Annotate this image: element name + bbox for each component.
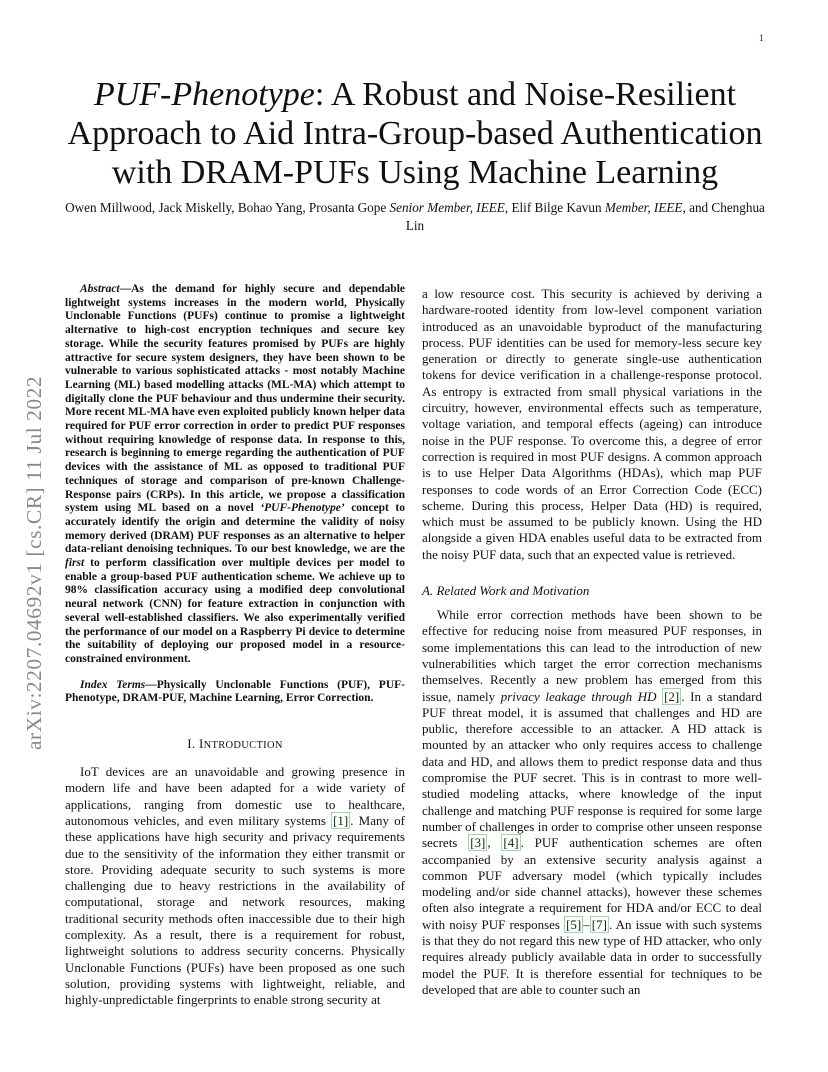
citation-dash: – (583, 916, 590, 932)
citation-separator: , (487, 835, 502, 851)
section-first-letter: I (198, 736, 204, 752)
section-number: I. (187, 736, 199, 752)
subsection-heading: A. Related Work and Motivation (422, 583, 590, 599)
citation-link[interactable]: [7] (591, 916, 607, 932)
abstract-text-3: to perform classification over multiple devices per model to enable a group-based PUF authentication scheme. We achieve up to 98% classification accuracy using a modified deep convolutional neural network (CNN) for feature extraction in conjunction with several well-established classifiers. We also experimentally verified the performance of our model on a Raspberry Pi device to determine the suitability of deploying our proposed model in a resource-constrained environment. (65, 557, 405, 665)
abstract-first: first (65, 557, 85, 570)
continued-paragraph: a low resource cost. This security is achieved by deriving a hardware-rooted identity from low-level component variation introduced as an unavoidable byproduct of the manufacturing process. PUF identities can be used for memory-less secure key generation or directly to generate single-use authentication tokens for device verification in a challenge-response protocol. As entropy is extracted from small physical variations in the circuitry, however, environmental effects such as temperature, voltage variation, and temporal effects (ageing) can introduce noise in the PUF response. To overcome this, a degree of error correction is required in most PUF designs. A common approach is to use Helper Data Algorithms (HDAs), which map PUF responses to code words of an Error Correction Code (ECC) scheme. During this process, Helper Data (HD) is required, which must be assumed to be publicly known. Using the HD alongside a given HDA enables useful data to be extracted from the noisy PUF data, such that an expected value is retrieved. (422, 286, 762, 562)
author-role-2: Member, IEEE (604, 200, 683, 215)
section-title-caps: NTRODUCTION (203, 740, 283, 752)
abstract-text-2: concept to accurately identify the origin and determine the validity of noisy memory derived (DRAM) PUF responses as an alternative to helper data-reliant denoising techniques. To our best knowledge, we are the (65, 502, 406, 556)
related-text-e: . An issue with such systems is that they do not regard this new type of HD attacker, who only requires already publicly available data in order to successfully model the PUF. It is therefore essential for techniques to be developed that are able to counter such an (422, 916, 762, 997)
page-number: 1 (759, 33, 764, 43)
related-text-a: While error correction methods have been shown to be effective for reducing noise from measured PUF responses, in some implementations this can lead to the introduction of new vulnerabilities which target the error correction mechanisms themselves. Recently a new problem has emerged from this issue, namely (422, 607, 762, 704)
title-line1: : A Robust and Noise-Resilient (314, 76, 737, 113)
related-text-d: . PUF authentication schemes are often accompanied by an extensive security analysis against a common PUF adversary model (which typically includes modeling and/or side channel attacks), however these schemes often also integrate a requirement for HDA and/or ECC to deal with noisy PUF responses (422, 835, 763, 932)
introduction-paragraph (65, 764, 405, 1008)
abstract-label: Abstract (80, 283, 120, 295)
citation-link[interactable]: [5] (566, 916, 582, 932)
citation-link[interactable]: [2] (664, 688, 680, 704)
abstract (65, 283, 405, 667)
related-work-paragraph (422, 607, 762, 998)
author-names-2: , Elif Bilge Kavun (504, 200, 605, 215)
right-column (422, 286, 762, 998)
intro-text-b: . Many of these applications have high security and privacy requirements due to the sensitivity of the information they either transmit or store. Providing adequate security to such systems is more challenging due to heavy restrictions in the availability of computational, storage and network resources, making traditional security methods often inaccessible due to their high complexity. As a result, there is a requirement for robust, lightweight solutions to address security concerns. Physically Unclonable Functions (PUFs) have been proposed as one such solution, providing systems with lightweight, reliable, and highly-unpredictable fingerprints to enable strong security at (65, 812, 405, 1008)
title-line2: Approach to Aid Intra-Group-based Authentication (67, 115, 763, 152)
intro-text-a: IoT devices are an unavoidable and growing presence in modern life and have been adapted for a wide variety of applications, ranging from domestic use to healthcare, autonomous vehicles, and even military systems (65, 764, 405, 828)
related-text-c: . In a standard PUF threat model, it is assumed that challenges and HD are public, therefore accessible to an attacker. A HD attack is mounted by an attacker who only requires access to challenge data and HD, and allows them to predict response data and thus compromise the PUF secret. This is in contrast to more well-studied modeling attacks, where knowledge of the input challenge and matching PUF response is required for some large number of challenges in order to comprise other unseen response secrets (422, 688, 763, 851)
author-names-1: Owen Millwood, Jack Miskelly, Bohao Yang, Prosanta Gope (65, 200, 390, 215)
related-italic: privacy leakage through HD (500, 688, 657, 704)
paper-title (55, 75, 775, 192)
left-column (65, 283, 405, 1009)
section-heading-introduction (65, 736, 405, 752)
citation-link[interactable]: [1] (333, 812, 349, 828)
citation-link[interactable]: [3] (470, 835, 486, 851)
author-list (60, 199, 770, 234)
arxiv-identifier: arXiv:2207.04692v1 [cs.CR] 11 Jul 2022 (22, 375, 46, 750)
index-terms-text: —Physically Unclonable Functions (PUF), PUF-Phenotype, DRAM-PUF, Machine Learning, Error Correction. (65, 678, 405, 705)
author-names-3: , and Chenghua Lin (405, 200, 765, 233)
index-terms (65, 679, 405, 706)
author-role-1: Senior Member, IEEE (389, 200, 505, 215)
index-terms-label: Index Terms (80, 678, 146, 691)
title-italic-part: PUF-Phenotype (93, 76, 315, 113)
abstract-phenotype: ‘PUF-Phenotype’ (260, 502, 345, 515)
title-line3: with DRAM-PUFs Using Machine Learning (111, 154, 719, 191)
citation-link[interactable]: [4] (503, 835, 519, 851)
abstract-text-1: —As the demand for highly secure and dependable lightweight systems increases in the modern world, Physically Unclonable Functions (PUFs) continue to promise a lightweight alternative to high-cost encryption techniques and secure key storage. While the security features promised by PUFs are highly attractive for secure system designers, they have been shown to be vulnerable to various sophisticated attacks - most notably Machine Learning (ML) based modelling attacks (ML-MA) which attempt to digitally clone the PUF behaviour and thus undermine their security. More recent ML-MA have even exploited publicly known helper data required for PUF error correction in order to predict PUF responses without requiring knowledge of response data. In response to this, research is beginning to emerge regarding the authentication of PUF devices with the assistance of ML as opposed to traditional PUF techniques of storage and comparison of pre-known Challenge-Response pairs (CRPs). In this article, we propose a classification system using ML based on a novel (65, 283, 405, 515)
